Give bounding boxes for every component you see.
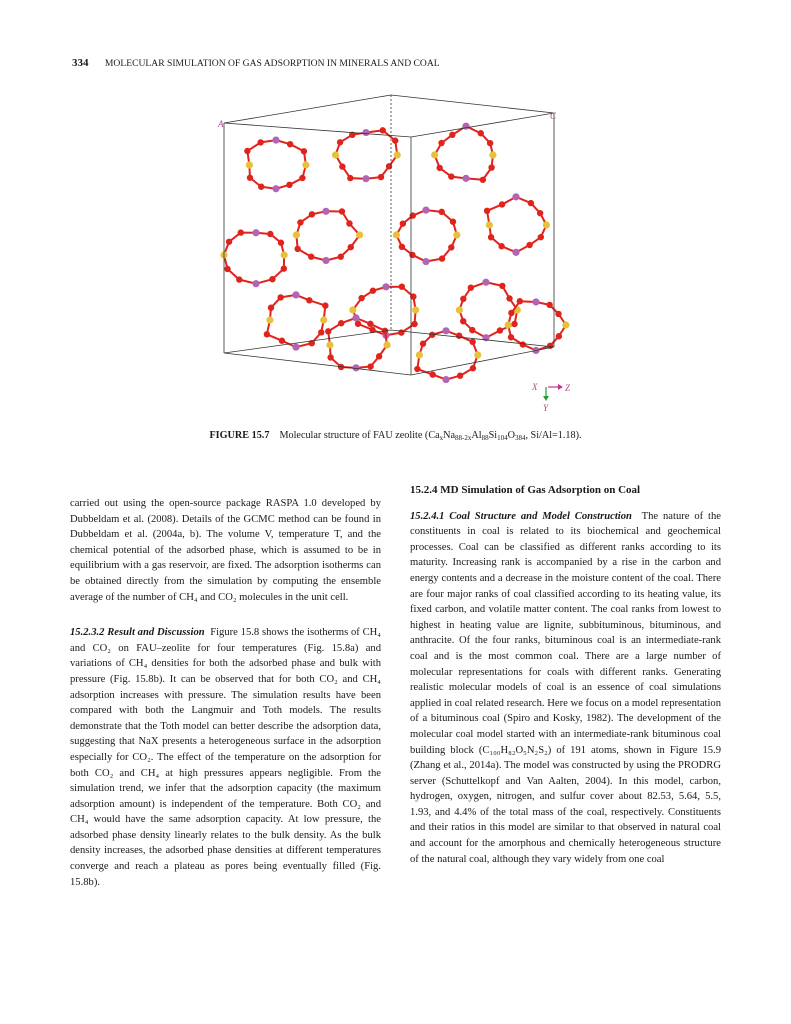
axis-label-y: Y bbox=[543, 403, 549, 413]
atom bbox=[367, 363, 373, 369]
page-number: 334 bbox=[72, 57, 89, 69]
atom bbox=[528, 200, 534, 206]
atom bbox=[411, 321, 417, 327]
running-title: MOLECULAR SIMULATION OF GAS ADSORPTION IN MINERALS AND COAL bbox=[104, 58, 440, 69]
caption-text: Al bbox=[471, 430, 482, 441]
atom bbox=[252, 280, 259, 287]
atom bbox=[412, 306, 419, 313]
atom bbox=[349, 306, 356, 313]
atom bbox=[382, 283, 389, 290]
atom bbox=[474, 351, 481, 358]
atom bbox=[484, 208, 490, 214]
zeolite-atoms bbox=[220, 123, 569, 384]
atom bbox=[480, 177, 486, 183]
atom bbox=[512, 249, 519, 256]
caption-sub: x bbox=[439, 434, 444, 442]
atom bbox=[512, 193, 519, 200]
atom bbox=[462, 123, 469, 130]
atom bbox=[453, 231, 460, 238]
atom bbox=[318, 329, 324, 335]
atom bbox=[238, 229, 244, 235]
atom bbox=[448, 173, 454, 179]
atom bbox=[346, 220, 352, 226]
atom bbox=[498, 243, 504, 249]
atom bbox=[537, 210, 543, 216]
caption-sub: 88 bbox=[481, 434, 489, 442]
atom bbox=[532, 298, 539, 305]
paragraph-text: Figure 15.8 shows the isotherms of CH₄ and CO₂ on FAU–zeolite for four temperatures (Fig. 15.8a) and variations of CH₄ densities for both the adsorbed phase and bulk with pressure (Fig. 15.8b). It can be observed that for both CO₂ and CH₄ adsorption increases with pressure. The simulation results have been compared with both the Langmuir and Toth models. The results demonstrate that the Toth model can better describe the adsorption data, suggesting that NaX presents a heterogeneous surface in the adsorption especially for CO₂. The effect of the temperature on the adsorption for both CO₂ and CH₄ at high pressures appears negligible. From the simulation trend, we infer that the adsorption capacity (the maximum adsorption amount) is independent of the temperature. Both CO₂ and CH₄ would have the same adsorption capacity. At low pressure, the adsorbed phase density linearly relates to the bulk density. As the bulk density increases, the adsorbed phase densities at different temperatures converge and reach a plateau as pores being eventually filled (Fig. 15.8b). bbox=[70, 627, 382, 888]
atom bbox=[506, 295, 512, 301]
atom bbox=[499, 201, 505, 207]
atom bbox=[456, 332, 462, 338]
atom bbox=[309, 211, 315, 217]
atom bbox=[462, 175, 469, 182]
atom bbox=[399, 244, 405, 250]
paragraph-text: The nature of the constituents in coal is related to its biochemical and geochemical processes. Coal can be classified as different ranks according to its maturity. Increasing rank is accompanied by a rise in the carbon and energy contents and a decrease in the moisture content of the coal. There are four major ranks of coal classified according to its heating value, its fixed carbon, and volatile matter content. The coal ranks from lowest to highest in heating value are lignite, subbituminous, bituminous, and anthracite. Of the four ranks, bituminous coal is an intermediate-rank coal and is the most common coal. There are a large number of molecular representations for coals with different ranks. Generating realistic molecular models of coal is an essence of coal simulations applied in coal related research. Here we focus on a model representation of a bituminous coal (Spiro and Kosky, 1982). The development of the molecular coal model started with an intermediate-rank bituminous coal building block (C₁₀₀H₈₂O₅N₂S₂) of 191 atoms, shown in Figure 15.9 (Zhang et al., 2014a). The model was constructed by using the PRODRG server (Schuttelkopf and Van Aalten, 2004). In this model, carbon, hydrogen, oxygen, nitrogen, and sulfur cover about 82.53, 5.64, 5.5, 1.93, and 4.4% of the total mass of the coal, respectively. Constituents and their ratios in this model are similar to that observed in natural coal and account for the amorphous and chemically heterogeneous structure of the natural coal, although they vary widely from one coal bbox=[410, 510, 721, 865]
atom bbox=[442, 327, 449, 334]
atom bbox=[292, 344, 299, 351]
atom bbox=[422, 206, 429, 213]
atom bbox=[370, 288, 376, 294]
atom bbox=[247, 175, 253, 181]
atom bbox=[299, 175, 305, 181]
atom bbox=[517, 298, 523, 304]
atom bbox=[543, 221, 550, 228]
atom bbox=[457, 373, 463, 379]
subsection-heading: 15.2.3.2 Result and Discussion bbox=[70, 627, 205, 639]
atom bbox=[358, 295, 364, 301]
figure-caption bbox=[0, 430, 791, 441]
running-header bbox=[72, 57, 440, 69]
atom bbox=[339, 208, 345, 214]
atom bbox=[355, 321, 361, 327]
atom bbox=[478, 130, 484, 136]
atom bbox=[555, 311, 561, 317]
axis-label-x: X bbox=[532, 382, 538, 392]
atom bbox=[267, 231, 273, 237]
atom bbox=[286, 182, 292, 188]
atom bbox=[268, 305, 274, 311]
atom bbox=[487, 140, 493, 146]
atom bbox=[526, 242, 532, 248]
atom bbox=[439, 255, 445, 261]
atom bbox=[439, 209, 445, 215]
atom bbox=[482, 279, 489, 286]
atom bbox=[420, 341, 426, 347]
atom bbox=[431, 151, 438, 158]
atom bbox=[505, 321, 512, 328]
axis-label-z: Z bbox=[565, 383, 571, 393]
atom bbox=[322, 208, 329, 215]
atom bbox=[362, 129, 369, 136]
atom bbox=[460, 296, 466, 302]
atom bbox=[279, 338, 285, 344]
atom bbox=[392, 137, 398, 143]
atom bbox=[367, 321, 373, 327]
atom bbox=[244, 148, 250, 154]
atom bbox=[499, 283, 505, 289]
caption-sub: 104 bbox=[497, 434, 508, 442]
atom bbox=[352, 314, 359, 321]
atom bbox=[520, 341, 526, 347]
atom bbox=[450, 219, 456, 225]
atom bbox=[258, 184, 264, 190]
left-column bbox=[70, 496, 381, 898]
atom bbox=[448, 244, 454, 250]
atom bbox=[489, 151, 496, 158]
atom bbox=[278, 240, 284, 246]
atom bbox=[546, 302, 552, 308]
atom bbox=[277, 294, 283, 300]
atom bbox=[266, 316, 273, 323]
atom bbox=[362, 175, 369, 182]
atom bbox=[376, 353, 382, 359]
atom bbox=[460, 318, 466, 324]
axis-triad bbox=[531, 382, 571, 413]
atom bbox=[236, 276, 242, 282]
atom bbox=[272, 137, 279, 144]
atom bbox=[394, 151, 401, 158]
atom bbox=[380, 127, 386, 133]
atom bbox=[356, 231, 363, 238]
atom bbox=[338, 320, 344, 326]
atom bbox=[469, 327, 475, 333]
atom bbox=[264, 331, 270, 337]
atom bbox=[302, 161, 309, 168]
atom bbox=[470, 365, 476, 371]
atom bbox=[508, 334, 514, 340]
atom bbox=[393, 231, 400, 238]
atom bbox=[287, 141, 293, 147]
atom bbox=[327, 354, 333, 360]
atom bbox=[301, 148, 307, 154]
atom bbox=[422, 258, 429, 265]
atom bbox=[224, 266, 230, 272]
atom bbox=[511, 321, 517, 327]
atom bbox=[400, 220, 406, 226]
atom bbox=[226, 239, 232, 245]
caption-text: Na bbox=[443, 430, 456, 441]
atom bbox=[456, 306, 463, 313]
atom bbox=[269, 276, 275, 282]
atom bbox=[449, 132, 455, 138]
atom bbox=[347, 175, 353, 181]
caption-sub: 88-2x bbox=[455, 434, 472, 442]
atom bbox=[488, 234, 494, 240]
atom bbox=[257, 139, 263, 145]
atom bbox=[488, 164, 494, 170]
zeolite-structure-figure bbox=[216, 85, 576, 420]
atom bbox=[338, 254, 344, 260]
atom bbox=[252, 229, 259, 236]
atom bbox=[246, 161, 253, 168]
atom bbox=[322, 257, 329, 264]
caption-sub: 384 bbox=[514, 434, 526, 442]
atom bbox=[508, 310, 514, 316]
atom bbox=[281, 265, 287, 271]
atom bbox=[378, 174, 384, 180]
cell-label-c: C bbox=[550, 111, 557, 121]
atom bbox=[538, 234, 544, 240]
caption-text: Molecular structure of FAU zeolite (Ca bbox=[279, 430, 440, 441]
atom bbox=[383, 341, 390, 348]
atom bbox=[272, 185, 279, 192]
subsection-heading: 15.2.4.1 Coal Structure and Model Construction bbox=[410, 510, 632, 522]
atom bbox=[497, 327, 503, 333]
right-column bbox=[410, 480, 721, 875]
caption-text: O bbox=[507, 430, 515, 441]
unit-cell-box bbox=[224, 95, 554, 375]
atom bbox=[468, 284, 474, 290]
atom bbox=[442, 376, 449, 383]
atom bbox=[320, 316, 327, 323]
paragraph-coal-structure bbox=[410, 509, 721, 868]
atom bbox=[429, 371, 435, 377]
atom bbox=[294, 246, 300, 252]
atom bbox=[339, 163, 345, 169]
atom bbox=[438, 140, 444, 146]
caption-text: , Si/Al=1.18). bbox=[525, 430, 582, 441]
caption-text: Si bbox=[488, 430, 498, 441]
atom bbox=[469, 339, 475, 345]
atom bbox=[306, 297, 312, 303]
atom bbox=[556, 333, 562, 339]
atom bbox=[398, 329, 404, 335]
atom bbox=[326, 341, 333, 348]
atom bbox=[308, 254, 314, 260]
atom bbox=[281, 251, 288, 258]
atom bbox=[416, 351, 423, 358]
atom bbox=[325, 328, 331, 334]
atom bbox=[562, 321, 569, 328]
atom bbox=[332, 151, 339, 158]
paragraph: carried out using the open-source package RASPA 1.0 developed by Dubbeldam et al. (2008). Details of the GCMC method can be found in Dubbeldam et al. (2004a, b). The volume V, temperature T, and the chemical potential of the adsorbed phase, which is assumed to be in equilibrium with a gas reservoir, are fixed. The adsorption isotherms can be obtained directly from the simulation by computing the ensemble average of the number of CH₄ and CO₂ molecules in the unit cell. bbox=[70, 498, 381, 603]
atom bbox=[348, 244, 354, 250]
atom bbox=[292, 291, 299, 298]
atom bbox=[410, 212, 416, 218]
atom bbox=[409, 252, 415, 258]
atom bbox=[293, 231, 300, 238]
atom bbox=[486, 221, 493, 228]
paragraph-result-discussion bbox=[70, 625, 381, 890]
atom bbox=[337, 139, 343, 145]
section-heading: 15.2.4 MD Simulation of Gas Adsorption on Coal bbox=[410, 484, 641, 496]
atom bbox=[399, 283, 405, 289]
figure-label: FIGURE 15.7 bbox=[209, 430, 270, 441]
atom bbox=[436, 165, 442, 171]
atom bbox=[297, 219, 303, 225]
atom bbox=[322, 302, 328, 308]
atom bbox=[414, 366, 420, 372]
cell-label-a: A bbox=[218, 119, 224, 129]
